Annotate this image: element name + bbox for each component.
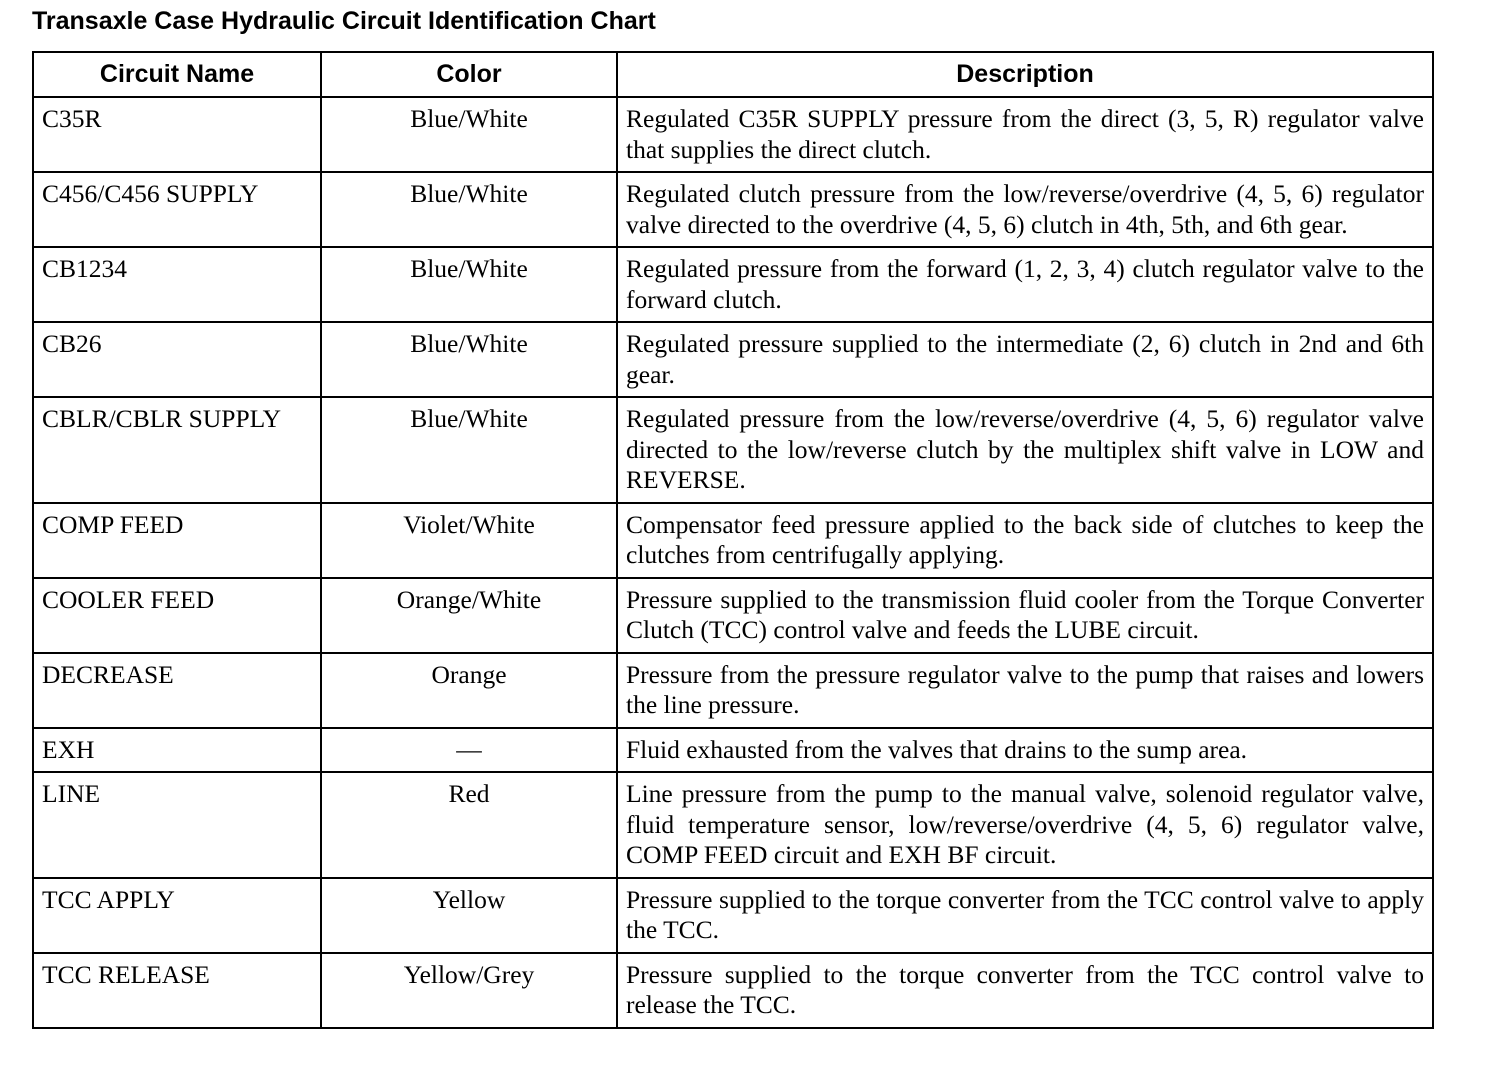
header-circuit-name: Circuit Name	[33, 52, 321, 97]
color-cell: —	[321, 728, 617, 773]
circuit-name-cell: CBLR/CBLR SUPPLY	[33, 397, 321, 503]
color-cell: Orange/White	[321, 578, 617, 653]
description-cell: Regulated pressure from the low/reverse/overdrive (4, 5, 6) regulator valve directed to the low/reverse clutch by the multiplex shift valve in LOW and REVERSE.	[617, 397, 1433, 503]
header-description: Description	[617, 52, 1433, 97]
table-row	[33, 397, 1433, 503]
color-cell: Blue/White	[321, 97, 617, 172]
circuit-name-cell: TCC RELEASE	[33, 953, 321, 1028]
circuit-name-cell: CB1234	[33, 247, 321, 322]
circuit-name-cell: COMP FEED	[33, 503, 321, 578]
description-cell: Pressure supplied to the torque converter from the TCC control valve to apply the TCC.	[617, 878, 1433, 953]
description-cell: Regulated clutch pressure from the low/reverse/overdrive (4, 5, 6) regulator valve directed to the overdrive (4, 5, 6) clutch in 4th, 5th, and 6th gear.	[617, 172, 1433, 247]
table-row	[33, 578, 1433, 653]
circuit-identification-table	[32, 51, 1434, 1029]
description-cell: Fluid exhausted from the valves that drains to the sump area.	[617, 728, 1433, 773]
circuit-name-cell: CB26	[33, 322, 321, 397]
description-cell: Pressure supplied to the torque converter from the TCC control valve to release the TCC.	[617, 953, 1433, 1028]
color-cell: Yellow	[321, 878, 617, 953]
circuit-name-cell: LINE	[33, 772, 321, 878]
description-cell: Regulated C35R SUPPLY pressure from the direct (3, 5, R) regulator valve that supplies the direct clutch.	[617, 97, 1433, 172]
table-row	[33, 728, 1433, 773]
table-row	[33, 247, 1433, 322]
table-header-row	[33, 52, 1433, 97]
description-cell: Pressure from the pressure regulator valve to the pump that raises and lowers the line pressure.	[617, 653, 1433, 728]
table-row	[33, 97, 1433, 172]
color-cell: Blue/White	[321, 247, 617, 322]
color-cell: Red	[321, 772, 617, 878]
circuit-name-cell: EXH	[33, 728, 321, 773]
color-cell: Blue/White	[321, 322, 617, 397]
table-row	[33, 322, 1433, 397]
header-color: Color	[321, 52, 617, 97]
color-cell: Orange	[321, 653, 617, 728]
table-row	[33, 772, 1433, 878]
circuit-name-cell: DECREASE	[33, 653, 321, 728]
color-cell: Violet/White	[321, 503, 617, 578]
description-cell: Regulated pressure from the forward (1, 2, 3, 4) clutch regulator valve to the forward clutch.	[617, 247, 1433, 322]
description-cell: Line pressure from the pump to the manual valve, solenoid regulator valve, fluid temperature sensor, low/reverse/overdrive (4, 5, 6) regulator valve, COMP FEED circuit and EXH BF circuit.	[617, 772, 1433, 878]
table-row	[33, 653, 1433, 728]
table-row	[33, 953, 1433, 1028]
circuit-name-cell: C456/C456 SUPPLY	[33, 172, 321, 247]
description-cell: Pressure supplied to the transmission fluid cooler from the Torque Converter Clutch (TCC) control valve and feeds the LUBE circuit.	[617, 578, 1433, 653]
circuit-name-cell: TCC APPLY	[33, 878, 321, 953]
color-cell: Blue/White	[321, 397, 617, 503]
chart-title: Transaxle Case Hydraulic Circuit Identification Chart	[32, 7, 656, 35]
color-cell: Blue/White	[321, 172, 617, 247]
circuit-name-cell: C35R	[33, 97, 321, 172]
description-cell: Compensator feed pressure applied to the back side of clutches to keep the clutches from centrifugally applying.	[617, 503, 1433, 578]
color-cell: Yellow/Grey	[321, 953, 617, 1028]
description-cell: Regulated pressure supplied to the intermediate (2, 6) clutch in 2nd and 6th gear.	[617, 322, 1433, 397]
table-row	[33, 878, 1433, 953]
table-row	[33, 503, 1433, 578]
circuit-name-cell: COOLER FEED	[33, 578, 321, 653]
table-row	[33, 172, 1433, 247]
